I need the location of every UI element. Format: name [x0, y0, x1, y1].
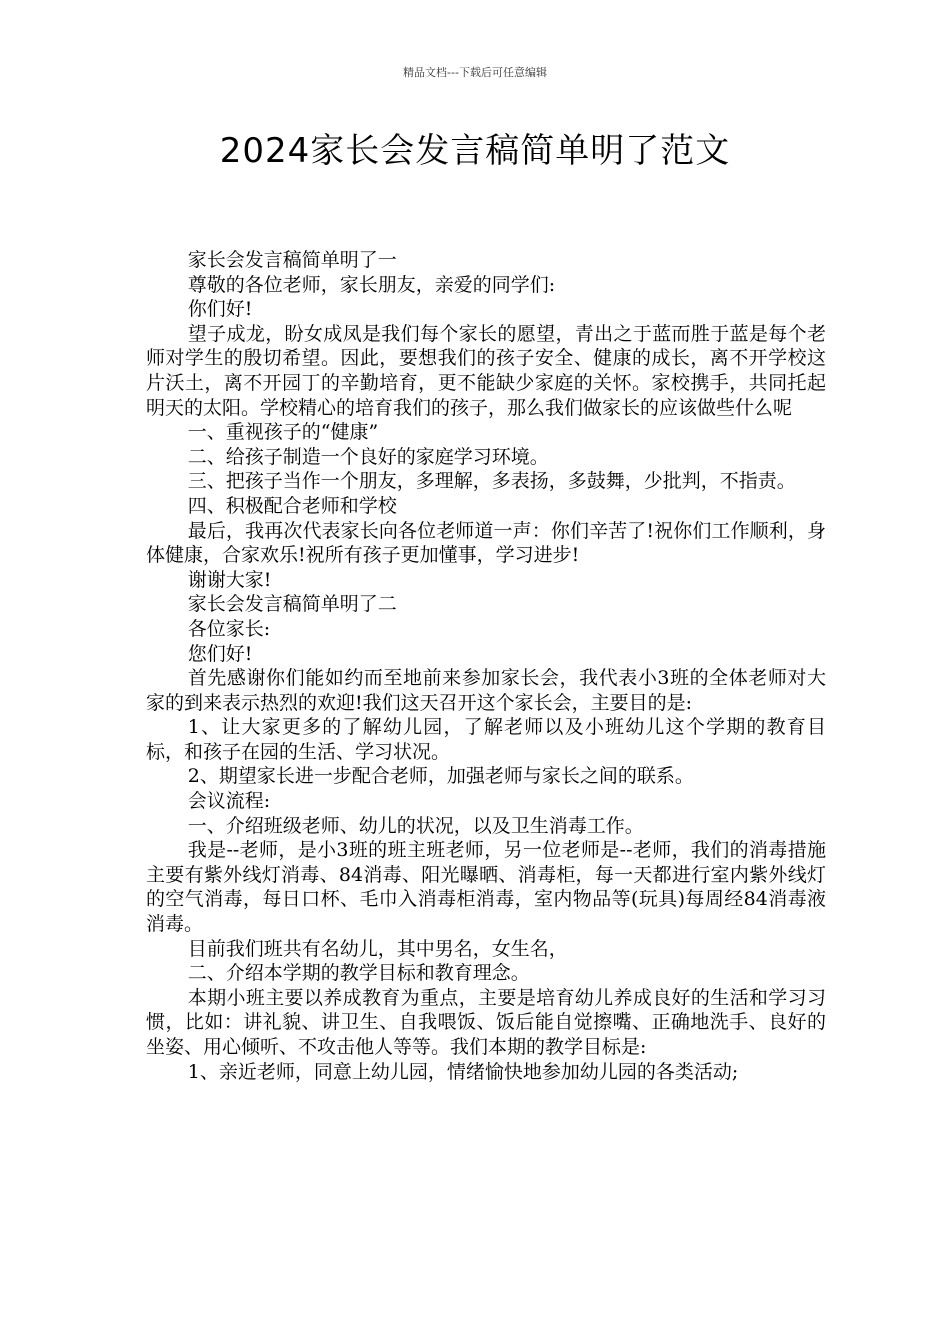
paragraph: 家长会发言稿简单明了一 — [187, 249, 397, 271]
document-body — [146, 248, 826, 1084]
paragraph: 望子成龙，盼女成凤是我们每个家长的愿望，青出之于蓝而胜于蓝是每个老师对学生的殷切希望。因此，要想我们的孩子安全、健康的成长，离不开学校这片沃土，离不开园丁的辛勤培育，更不能缺少家庭的关怀。家校携手，共同托起明天的太阳。学校精心的培育我们的孩子，那么我们做家长的应该做些什么呢 — [146, 322, 826, 419]
paragraph: 目前我们班共有名幼儿，其中男名，女生名， — [187, 937, 568, 960]
paragraph: 家长会发言稿简单明了二 — [187, 593, 397, 616]
paragraph: 会议流程: — [187, 790, 271, 813]
paragraph: 三、把孩子当作一个朋友，多理解，多表扬，多鼓舞，少批判，不指责。 — [187, 470, 796, 493]
paragraph: 首先感谢你们能如约而至地前来参加家长会，我代表小3班的全体老师对大家的到来表示热烈的欢迎!我们这天召开这个家长会，主要目的是: — [146, 667, 826, 714]
paragraph: 您们好! — [187, 642, 253, 665]
page-header-note: 精品文档---下载后可任意编辑 — [403, 66, 547, 79]
paragraph: 2、期望家长进一步配合老师，加强老师与家长之间的联系。 — [187, 765, 694, 788]
paragraph: 四、积极配合老师和学校 — [187, 494, 397, 517]
paragraph: 最后，我再次代表家长向各位老师道一声：你们辛苦了!祝你们工作顺利，身体健康，合家欢乐!祝所有孩子更加懂事，学习进步! — [146, 519, 826, 567]
paragraph: 一、重视孩子的“健康” — [187, 421, 379, 444]
paragraph: 我是--老师，是小3班的班主班老师，另一位老师是--老师，我们的消毒措施主要有紫外线灯消毒、84消毒、阳光曝晒、消毒柜，每一天都进行室内紫外线灯的空气消毒，每日口杯、毛巾入消毒柜消毒，室内物品等(玩具)每周经84消毒液消毒。 — [146, 839, 826, 936]
paragraph: 二、介绍本学期的教学目标和教育理念。 — [187, 962, 530, 985]
paragraph: 二、给孩子制造一个良好的家庭学习环境。 — [187, 445, 549, 468]
paragraph: 尊敬的各位老师，家长朋友，亲爱的同学们: — [187, 273, 556, 296]
paragraph: 1、让大家更多的了解幼儿园，了解老师以及小班幼儿这个学期的教育目标，和孩子在园的生活、学习状况。 — [146, 716, 826, 763]
paragraph: 各位家长: — [187, 617, 271, 640]
document-title: 2024家长会发言稿简单明了范文 — [219, 131, 731, 171]
paragraph: 谢谢大家! — [187, 568, 272, 591]
paragraph: 1、亲近老师，同意上幼儿园，情绪愉快地参加幼儿园的各类活动; — [187, 1060, 739, 1083]
paragraph: 你们好! — [187, 298, 253, 321]
paragraph: 本期小班主要以养成教育为重点，主要是培育幼儿养成良好的生活和学习习惯，比如：讲礼貌、讲卫生、自我喂饭、饭后能自觉擦嘴、正确地洗手、良好的坐姿、用心倾听、不攻击他人等等。我们本期的教学目标是: — [146, 986, 826, 1058]
paragraph: 一、介绍班级老师、幼儿的状况，以及卫生消毒工作。 — [187, 814, 644, 837]
